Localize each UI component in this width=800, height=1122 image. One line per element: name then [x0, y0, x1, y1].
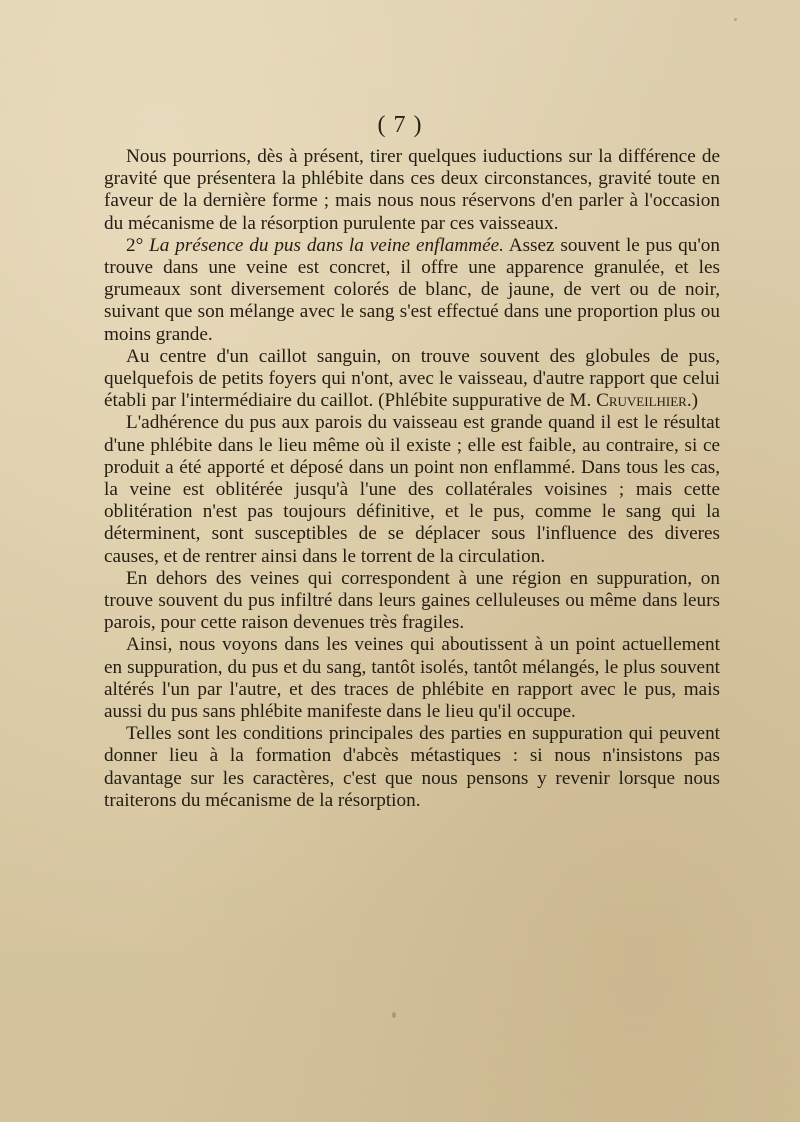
paragraph-1-text: Nous pourrions, dès à présent, tirer quelques iuductions sur la différence de gravité que présentera la phlébite dans ces deux circonstances, gravité toute en faveur de la dernière forme ; mais nous nous réservons d'en parler à l'occasion du mécanisme de la résorption purulente par ces vaisseaux. [104, 146, 720, 234]
paragraph-2-italic-heading: La présence du pus dans la veine enflammée. [149, 234, 504, 256]
page-number: ( 7 ) [377, 112, 423, 138]
paragraph-2-lead: 2° [126, 234, 150, 256]
paragraph-1 [104, 146, 720, 235]
paragraph-3 [104, 346, 720, 413]
paragraph-6 [104, 634, 720, 723]
paragraph-2 [104, 235, 720, 346]
paragraph-2-text: Assez souvent le pus qu'on trouve dans une veine est concret, il offre une apparence granulée, et les grumeaux sont diversement colorés de blanc, de jaune, de vert ou de noir, suivant que son mélange avec le sang s'est effectué dans une proportion plus ou moins grande. [104, 234, 720, 345]
body-text [104, 146, 720, 812]
paper-spot [734, 18, 737, 21]
paragraph-4 [104, 412, 720, 567]
paragraph-4-text: L'adhérence du pus aux parois du vaisseau est grande quand il est le résultat d'une phlébite dans le lieu même où il existe ; elle est faible, au contraire, si ce produit a été apporté et déposé dans un point non enflammé. Dans tous les cas, la veine est oblitérée jusqu'à l'une des collatérales voisines ; mais cette oblitération n'est pas toujours définitive, et le pus, comme le sang qui la déterminent, sont susceptibles de se déplacer sous l'influence des diveres causes, et de rentrer ainsi dans le torrent de la circulation. [104, 412, 720, 567]
author-name: Cruveilhier [596, 390, 687, 412]
paragraph-7-text: Telles sont les conditions principales des parties en suppuration qui peuvent donner lieu à la formation d'abcès métastiques : si nous n'insistons pas davantage sur les caractères, c'est que nous pensons y revenir lorsque nous traiterons du mécanisme de la résorption. [104, 723, 720, 811]
paragraph-6-text: Ainsi, nous voyons dans les veines qui aboutissent à un point actuellement en suppuration, du pus et du sang, tantôt isolés, tantôt mélangés, le plus souvent altérés l'un par l'autre, et des traces de phlébite en rapport avec le pus, mais aussi du pus sans phlébite manifeste dans le lieu qu'il occupe. [104, 634, 720, 723]
paragraph-5-text: En dehors des veines qui correspondent à une région en suppuration, on trouve souvent du pus infiltré dans leurs gaines celluleuses ou même dans leurs parois, pour cette raison devenues très fragiles. [104, 567, 720, 634]
paragraph-3-text: Au centre d'un caillot sanguin, on trouve souvent des globules de pus, quelquefois de petits foyers qui n'ont, avec le vaisseau, d'autre rapport que celui établi par l'intermédiaire du caillot. (Phlébite suppurative de M. [104, 345, 720, 412]
paragraph-7 [104, 723, 720, 812]
paragraph-5 [104, 568, 720, 635]
paragraph-3-tail: .) [686, 390, 699, 412]
paper-spot [392, 1012, 396, 1018]
